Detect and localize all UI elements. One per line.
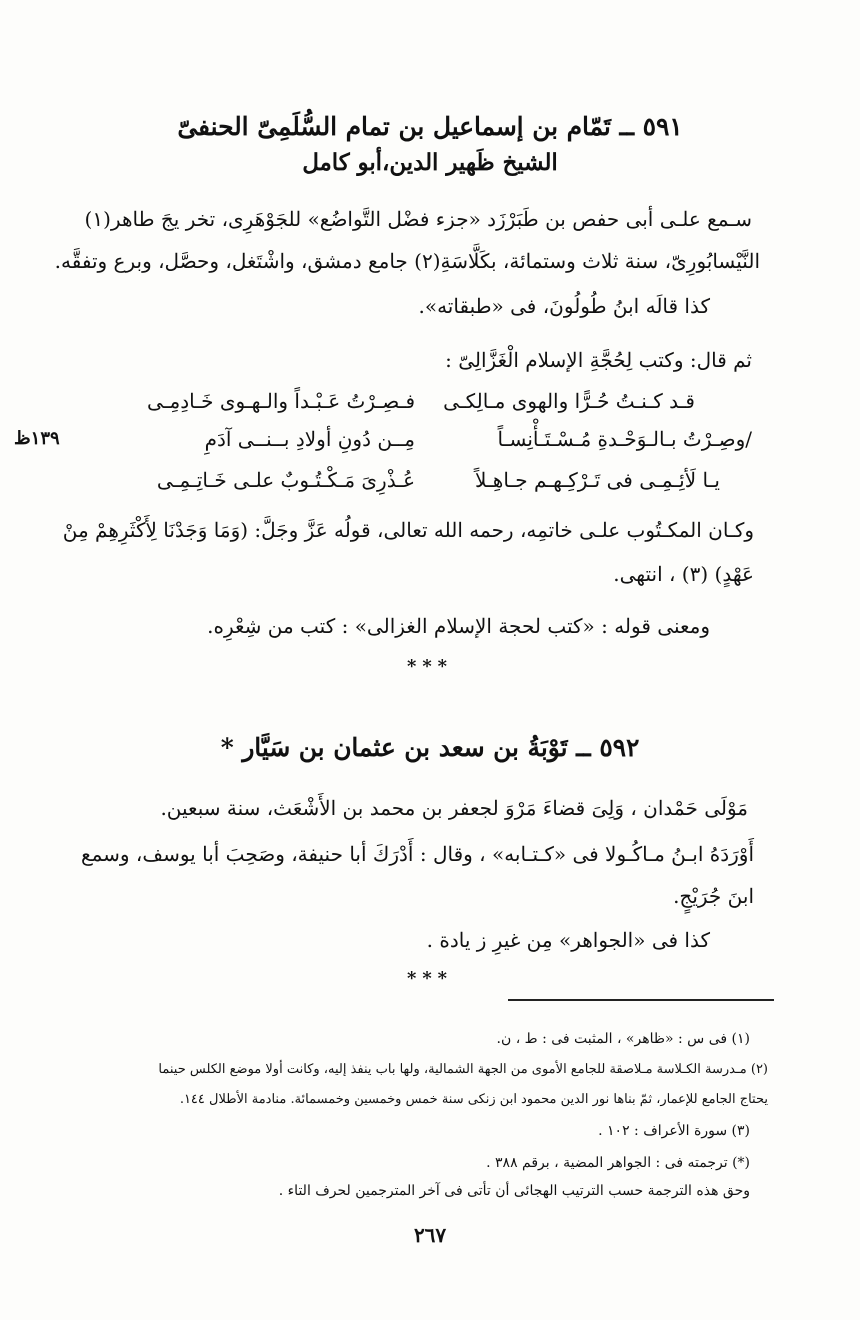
footnote: وحق هذه الترجمة حسب الترتيب الهجائى أن تأتى فى آخر المترجمين لحرف التاء . xyxy=(278,1183,750,1199)
entry-591-meaning-line: ومعنى قوله : «كتب لحجة الإسلام الغزالى» : كتب من شِعْرِه. xyxy=(207,614,710,638)
verse-hemistich-left: عُـذْرِىَ مَـكْـتُـوبٌ علـى خَـاتِـمِـى xyxy=(156,468,415,492)
entry-591-source-line: كذا قالَه ابنُ طُولُونَ، فى «طبقاته». xyxy=(418,294,710,318)
verse-hemistich-left: فـصِـرْتُ عَـبْـداً والـهـوى خَـادِمِـى xyxy=(147,389,415,413)
entry-592-paragraph-line: ابنَ جُرَيْجٍ. xyxy=(673,884,754,908)
entry-591-paragraph-line: عَهْدٍ) (٣) ، انتهى. xyxy=(613,562,754,586)
entry-591-paragraph-line: وكـان المكـتُوب علـى خاتمِه، رحمه الله تعالى، قولُه عَزَّ وجَلَّ: (وَمَا وَجَدْنَا لِأَكْثَرِهِمْ مِنْ xyxy=(62,518,754,542)
entry-591-title: ٥٩١ ــ تَمّام بن إسماعيل بن تمام السُّلَمِىّ الحنفىّ xyxy=(177,112,683,141)
entry-592-source-line: كذا فى «الجواهر» مِن غيرِ ز يادة . xyxy=(426,928,710,952)
verse-hemistich-right: يـا لَأئِـمِـى فى تَـرْكِـهـم جـاهِـلاً xyxy=(475,468,720,492)
section-separator: *** xyxy=(406,968,454,989)
entry-592-paragraph-line: أَوْرَدَهُ ابـنُ مـاكُـولا فى «كـتـابه» ، وقال : أَدْرَكَ أبا حنيفة، وصَحِبَ أبا يوسف، وسمع xyxy=(80,842,754,866)
verse-hemistich-right: /وصِـرْتُ بـالـوَحْـدةِ مُـسْـتَـأْنِسـاً xyxy=(497,427,752,451)
section-separator: *** xyxy=(406,656,454,677)
entry-592-title: ٥٩٢ ــ تَوْبَةُ بن سعد بن عثمان بن سَيَّار * xyxy=(220,733,640,762)
footnote: (*) ترجمته فى : الجواهر المضية ، برقم ٣٨٨ . xyxy=(486,1155,750,1171)
verse-hemistich-left: مِــن دُونِ أولادِ بــنــى آدَمِ xyxy=(204,427,415,451)
entry-592-paragraph-line: مَوْلَى حَمْدان ، وَلِىَ قضاءَ مَرْوَ لجعفر بن محمد بن الأَشْعَث، سنة سبعين. xyxy=(160,796,748,820)
footnote: (١) فى س : «ظاهر» ، المثبت فى : ط ، ن. xyxy=(496,1031,750,1047)
folio-marker: ١٣٩ظ xyxy=(14,428,60,449)
entry-591-intro-line: ثم قال: وكتب لِحُجَّةِ الإسلام الْغَزَّالِىّ : xyxy=(445,348,752,372)
entry-591-subtitle: الشيخ ظَهير الدين،أبو كامل xyxy=(302,150,558,176)
verse-hemistich-right: قـد كـنـتُ حُـرًّا والهوى مـالِكـى xyxy=(443,389,695,413)
entry-591-paragraph-line: النَّيْسابُورِىّ، سنة ثلاث وستمائة، بكَلَّاسَةِ(٢) جامع دمشق، واشْتَغل، وحصَّل، وبرع وتفقَّه. xyxy=(54,249,760,273)
entry-591-paragraph-line: سـمع علـى أبى حفص بن طَبَرْزَد «جزء فضْل التَّواضُع» للجَوْهَرِى، تخر يجَ طاهر(١) xyxy=(84,207,752,231)
footnote: يحتاج الجامع للإعمار، ثمّ بناها نور الدين محمود ابن زنكى سنة خمس وخمسين وخمسمائة. منادمة الأطلال ١٤٤. xyxy=(179,1092,768,1107)
footnote: (٢) مـدرسة الكـلاسة مـلاصقة للجامع الأموى من الجهة الشمالية، ولها باب ينفذ إليه، وكانت أولا موضع الكلس حينما xyxy=(158,1062,768,1077)
footnote-rule xyxy=(508,999,774,1001)
footnote: (٣) سورة الأعراف : ١٠٢ . xyxy=(598,1123,750,1139)
page-number: ٢٦٧ xyxy=(414,1223,446,1247)
